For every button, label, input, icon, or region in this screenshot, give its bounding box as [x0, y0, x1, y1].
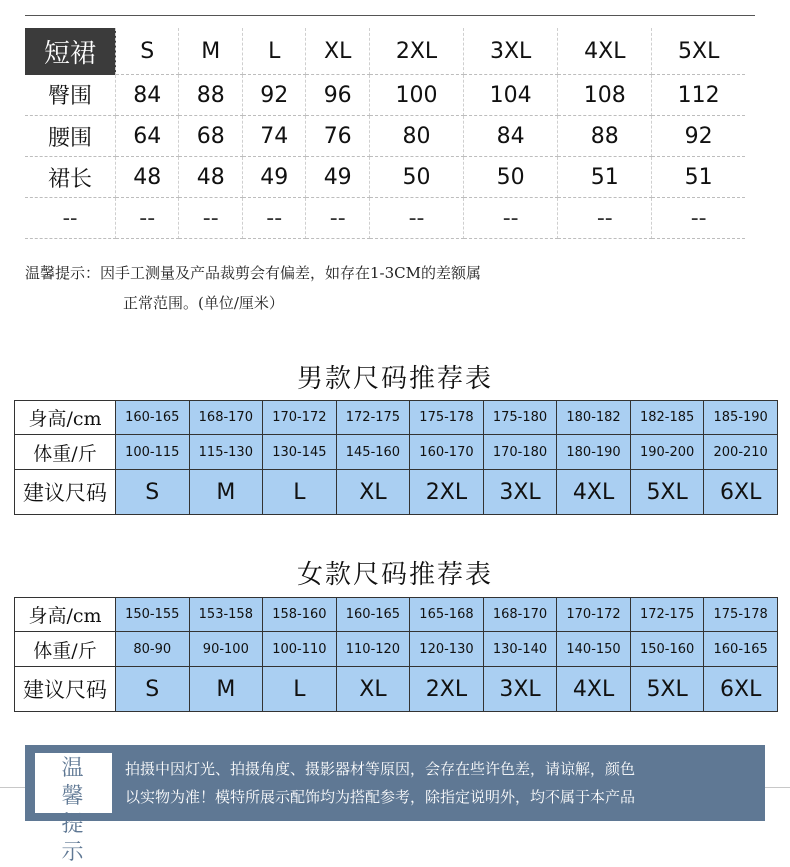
men-table-title: 男款尺码推荐表 [296, 364, 493, 394]
women-height-cell: 172-175 [630, 598, 704, 632]
men-height-cell: 185-190 [704, 401, 778, 435]
men-size-cell: 5XL [630, 470, 704, 515]
banner-line-2: 以实物为准！模特所展示配饰均为搭配参考，除指定说明外，均不属于本产品 [125, 788, 636, 806]
size-value-cell: 48 [179, 157, 242, 198]
men-size-row [15, 470, 778, 515]
women-height-cell: 175-178 [704, 598, 778, 632]
size-row [25, 198, 745, 239]
size-value-cell: 49 [306, 157, 369, 198]
women-table-title: 女款尺码推荐表 [296, 560, 493, 590]
size-value-cell: 49 [242, 157, 305, 198]
men-size-cell: L [263, 470, 337, 515]
women-height-label: 身高/cm [15, 598, 116, 632]
size-row-label: 裙长 [25, 157, 116, 198]
women-size-cell: XL [336, 667, 410, 712]
women-weight-cell: 150-160 [630, 632, 704, 667]
size-header-cell: 3XL [464, 28, 558, 75]
measurement-notice [25, 258, 665, 318]
men-height-cell: 168-170 [189, 401, 263, 435]
badge-line-2: 提示 [61, 812, 96, 865]
men-height-cell: 160-165 [116, 401, 190, 435]
men-weight-label: 体重/斤 [15, 435, 116, 470]
size-value-cell: -- [558, 198, 652, 239]
size-chart-label: 短裙 [25, 28, 116, 75]
size-value-cell: 80 [369, 116, 463, 157]
men-size-cell: 2XL [410, 470, 484, 515]
women-height-cell: 168-170 [483, 598, 557, 632]
size-value-cell: 76 [306, 116, 369, 157]
size-header-cell: 2XL [369, 28, 463, 75]
size-value-cell: 51 [652, 157, 745, 198]
women-size-cell: 6XL [704, 667, 778, 712]
men-height-cell: 180-182 [557, 401, 631, 435]
women-height-cell: 160-165 [336, 598, 410, 632]
size-value-cell: 51 [558, 157, 652, 198]
size-value-cell: -- [306, 198, 369, 239]
size-row [25, 75, 745, 116]
size-row-label: -- [25, 198, 116, 239]
size-value-cell: 108 [558, 75, 652, 116]
women-weight-cell: 80-90 [116, 632, 190, 667]
women-size-cell: 4XL [557, 667, 631, 712]
size-value-cell: -- [242, 198, 305, 239]
men-size-table [14, 400, 778, 515]
size-row-label: 腰围 [25, 116, 116, 157]
men-size-cell: 3XL [483, 470, 557, 515]
size-header-cell: 4XL [558, 28, 652, 75]
men-height-cell: 175-178 [410, 401, 484, 435]
size-value-cell: 68 [179, 116, 242, 157]
women-height-cell: 165-168 [410, 598, 484, 632]
men-size-cell: 6XL [704, 470, 778, 515]
women-weight-label: 体重/斤 [15, 632, 116, 667]
top-divider [25, 15, 755, 16]
men-size-label: 建议尺码 [15, 470, 116, 515]
men-height-label: 身高/cm [15, 401, 116, 435]
women-size-cell: S [116, 667, 190, 712]
men-height-cell: 172-175 [336, 401, 410, 435]
women-weight-cell: 130-140 [483, 632, 557, 667]
women-height-row [15, 598, 778, 632]
size-chart-table [25, 28, 745, 239]
banner-text [125, 755, 745, 811]
women-size-cell: M [189, 667, 263, 712]
size-row [25, 157, 745, 198]
men-weight-cell: 200-210 [704, 435, 778, 470]
women-weight-cell: 90-100 [189, 632, 263, 667]
women-size-cell: L [263, 667, 337, 712]
men-weight-cell: 115-130 [189, 435, 263, 470]
size-value-cell: 48 [116, 157, 179, 198]
size-header-cell: 5XL [652, 28, 745, 75]
men-weight-cell: 170-180 [483, 435, 557, 470]
women-weight-cell: 160-165 [704, 632, 778, 667]
size-value-cell: -- [369, 198, 463, 239]
women-weight-cell: 140-150 [557, 632, 631, 667]
size-value-cell: 100 [369, 75, 463, 116]
size-value-cell: 84 [116, 75, 179, 116]
women-height-cell: 150-155 [116, 598, 190, 632]
women-weight-cell: 120-130 [410, 632, 484, 667]
size-value-cell: 74 [242, 116, 305, 157]
size-value-cell: -- [116, 198, 179, 239]
size-value-cell: -- [464, 198, 558, 239]
men-size-cell: M [189, 470, 263, 515]
size-value-cell: 92 [242, 75, 305, 116]
size-value-cell: 50 [369, 157, 463, 198]
women-size-cell: 3XL [483, 667, 557, 712]
size-value-cell: -- [179, 198, 242, 239]
size-value-cell: 88 [179, 75, 242, 116]
men-height-row [15, 401, 778, 435]
men-weight-cell: 145-160 [336, 435, 410, 470]
size-value-cell: 112 [652, 75, 745, 116]
banner-line-1: 拍摄中因灯光、拍摄角度、摄影器材等原因，会存在些许色差，请谅解，颜色 [125, 760, 636, 778]
notice-banner [25, 745, 765, 865]
badge-line-1: 温馨 [61, 756, 96, 809]
size-value-cell: 92 [652, 116, 745, 157]
size-value-cell: -- [652, 198, 745, 239]
women-weight-cell: 100-110 [263, 632, 337, 667]
men-weight-cell: 100-115 [116, 435, 190, 470]
women-weight-row [15, 632, 778, 667]
men-height-cell: 175-180 [483, 401, 557, 435]
women-size-cell: 2XL [410, 667, 484, 712]
size-header-row [25, 28, 745, 75]
men-weight-cell: 190-200 [630, 435, 704, 470]
notice-line-1: 温馨提示：因手工测量及产品裁剪会有偏差，如存在1-3CM的差额属 [25, 264, 481, 282]
size-row [25, 116, 745, 157]
size-value-cell: 96 [306, 75, 369, 116]
men-weight-cell: 130-145 [263, 435, 337, 470]
women-weight-cell: 110-120 [336, 632, 410, 667]
size-header-cell: M [179, 28, 242, 75]
men-height-cell: 170-172 [263, 401, 337, 435]
size-value-cell: 104 [464, 75, 558, 116]
men-size-cell: XL [336, 470, 410, 515]
size-header-cell: L [242, 28, 305, 75]
size-header-cell: S [116, 28, 179, 75]
size-value-cell: 50 [464, 157, 558, 198]
size-row-label: 臀围 [25, 75, 116, 116]
women-size-cell: 5XL [630, 667, 704, 712]
men-size-cell: 4XL [557, 470, 631, 515]
men-weight-row [15, 435, 778, 470]
women-height-cell: 153-158 [189, 598, 263, 632]
size-value-cell: 84 [464, 116, 558, 157]
women-size-table [14, 597, 778, 712]
women-height-cell: 170-172 [557, 598, 631, 632]
men-size-cell: S [116, 470, 190, 515]
notice-line-2: 正常范围。(单位/厘米） [123, 294, 284, 312]
men-weight-cell: 180-190 [557, 435, 631, 470]
men-weight-cell: 160-170 [410, 435, 484, 470]
notice-badge [35, 753, 112, 865]
women-size-label: 建议尺码 [15, 667, 116, 712]
men-height-cell: 182-185 [630, 401, 704, 435]
size-value-cell: 88 [558, 116, 652, 157]
women-height-cell: 158-160 [263, 598, 337, 632]
size-value-cell: 64 [116, 116, 179, 157]
women-size-row [15, 667, 778, 712]
size-header-cell: XL [306, 28, 369, 75]
